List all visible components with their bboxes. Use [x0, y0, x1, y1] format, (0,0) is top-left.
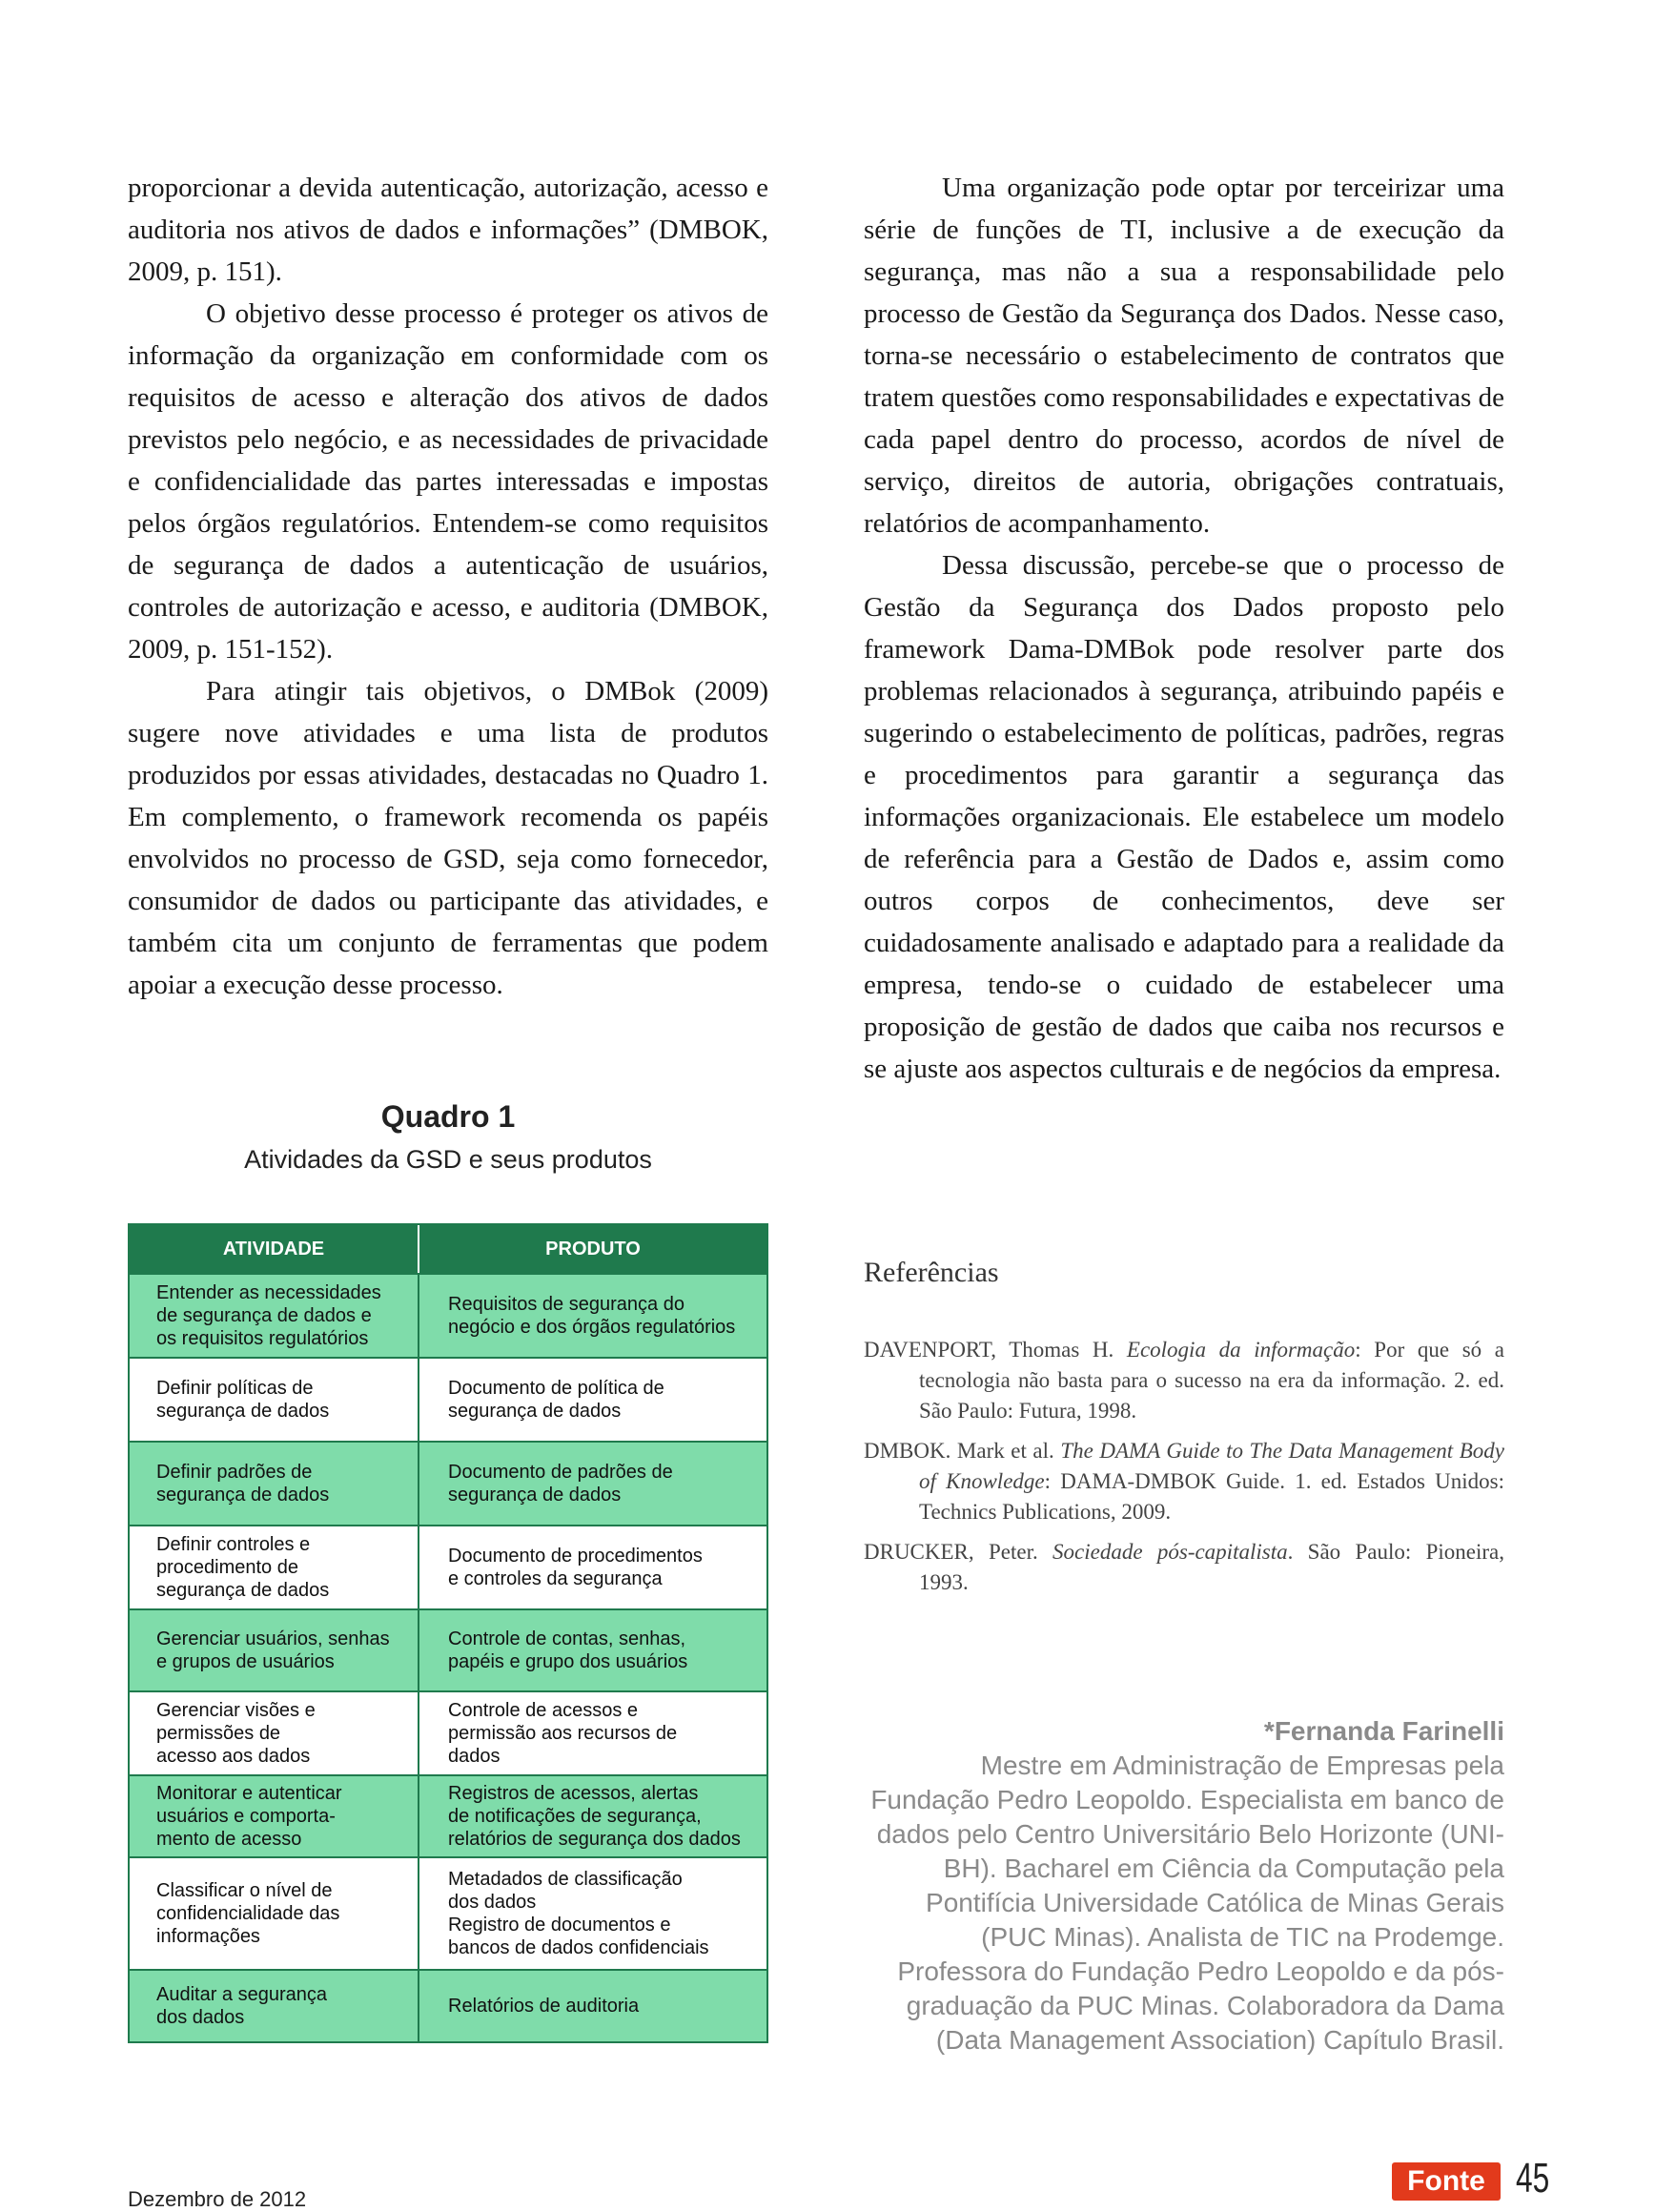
table-header-row [130, 1225, 766, 1273]
activity-cell: Definir políticas de segurança de dados [130, 1359, 419, 1441]
fonte-logo: Fonte [1392, 2162, 1501, 2201]
header-produto: PRODUTO [545, 1239, 641, 1260]
product-cell: Controle de contas, senhas, papéis e grupo dos usuários [448, 1628, 688, 1672]
ref-title-italic: Ecologia da informação [1126, 1338, 1356, 1362]
activity-cell: Monitorar e autenticar usuários e comporta- mento de acesso [130, 1776, 419, 1856]
table-row [130, 1357, 766, 1441]
activity-cell: Definir controles e procedimento de segurança de dados [130, 1526, 419, 1608]
table-row [130, 1525, 766, 1608]
table-row [130, 1856, 766, 1969]
table-row [130, 1273, 766, 1357]
ref-text: . São Paulo: Pioneira, 1993. [919, 1540, 1504, 1594]
author-bio: Mestre em Administração de Empresas pela Fundação Pedro Leopoldo. Especialista em banco de dados pelo Centro Universitário Belo Horizonte (UNI-BH). Bacharel em Ciência da Computação pela Pontifícia Universidade Católica de Minas Gerais (PUC Minas). Analista de TIC na Prodemge. Professora do Fundação Pedro Leopoldo e da pós-graduação da PUC Minas. Colaboradora da Dama (Data Management Association) Capítulo Brasil. [870, 1751, 1504, 2055]
reference-item [864, 1537, 1504, 1598]
references-title: Referências [864, 1257, 999, 1288]
quadro-title: Quadro 1 [380, 1099, 516, 1134]
paragraph: proporcionar a devida autenticação, autorização, acesso e auditoria nos ativos de dados e informações” (DMBOK, 2009, p. 151). [128, 173, 768, 287]
activity-cell: Gerenciar usuários, senhas e grupos de usuários [130, 1610, 419, 1690]
quadro-subtitle: Atividades da GSD e seus produtos [244, 1145, 652, 1174]
page-number: 45 [1516, 2155, 1550, 2202]
ref-text: DMBOK. Mark et al. [864, 1439, 1061, 1463]
ref-text: : DAMA-DMBOK Guide. 1. ed. Estados Unidos: Technics Publications, 2009. [919, 1469, 1504, 1524]
product-cell: Controle de acessos e permissão aos recursos de dados [448, 1700, 678, 1767]
quadro-caption [128, 1096, 768, 1178]
product-cell: Relatórios de auditoria [448, 1996, 640, 2017]
product-cell: Documento de padrões de segurança de dados [448, 1462, 673, 1505]
footer-date: Dezembro de 2012 [128, 2187, 307, 2211]
activity-cell: Entender as necessidades de segurança de dados e os requisitos regulatórios [130, 1275, 419, 1357]
product-cell: Documento de política de segurança de dados [448, 1378, 664, 1422]
product-cell: Metadados de classificação dos dados Registro de documentos e bancos de dados confidenciais [448, 1869, 709, 1958]
author-name: *Fernanda Farinelli [1263, 1716, 1504, 1746]
paragraph: O objetivo desse processo é proteger os ativos de informação da organização em conformidade com os requisitos de acesso e alteração dos ativos de dados previstos pelo negócio, e as necessidades de privacidade e confidencialidade das partes interessadas e impostas pelos órgãos regulatórios. Entendem-se como requisitos de segurança de dados a autenticação de usuários, controles de autorização e acesso, e auditoria (DMBOK, 2009, p. 151-152). [128, 298, 768, 665]
author-box [864, 1714, 1504, 2058]
ref-title-italic: The DAMA Guide to The Data Management Body of Knowledge [919, 1439, 1504, 1493]
table-row [130, 1441, 766, 1525]
header-atividade: ATIVIDADE [130, 1225, 419, 1273]
paragraph: Dessa discussão, percebe-se que o processo de Gestão da Segurança dos Dados proposto pelo framework Dama-DMBok pode resolver parte dos problemas relacionados à segurança, atribuindo papéis e sugerindo o estabelecimento de políticas, padrões, regras e procedimentos para garantir a segurança das informações organizacionais. Ele estabelece um modelo de referência para a Gestão de Dados e, assim como outros corpos de conhecimentos, deve ser cuidadosamente analisado e adaptado para a realidade da empresa, tendo-se o cuidado de estabelecer uma proposição de gestão de dados que caiba nos recursos e se ajuste aos aspectos culturais e de negócios da empresa. [864, 550, 1504, 1084]
product-cell: Documento de procedimentos e controles da segurança [448, 1546, 703, 1589]
product-cell: Registros de acessos, alertas de notificações de segurança, relatórios de segurança dos dados [448, 1783, 741, 1850]
activity-cell: Definir padrões de segurança de dados [130, 1443, 419, 1525]
paragraph: Para atingir tais objetivos, o DMBok (2009) sugere nove atividades e uma lista de produtos produzidos por essas atividades, destacadas no Quadro 1. Em complemento, o framework recomenda os papéis envolvidos no processo de GSD, seja como fornecedor, consumidor de dados ou participante das atividades, e também cita um conjunto de ferramentas que podem apoiar a execução desse processo. [128, 676, 768, 1000]
table-row [130, 1690, 766, 1774]
activity-cell: Classificar o nível de confidencialidade das informações [130, 1858, 419, 1969]
ref-title-italic: Sociedade pós-capitalista [1052, 1540, 1288, 1564]
table-row [130, 1774, 766, 1856]
activity-cell: Auditar a segurança dos dados [130, 1971, 419, 2041]
table-row [130, 1608, 766, 1690]
ref-text: DAVENPORT, Thomas H. [864, 1338, 1127, 1362]
reference-item [864, 1335, 1504, 1426]
product-cell: Requisitos de segurança do negócio e dos órgãos regulatórios [448, 1294, 736, 1338]
references-list [864, 1335, 1504, 1608]
activity-cell: Gerenciar visões e permissões de acesso aos dados [130, 1692, 419, 1774]
paragraph: Uma organização pode optar por terceirizar uma série de funções de TI, inclusive a de execução da segurança, mas não a sua a responsabilidade pelo processo de Gestão da Segurança dos Dados. Nesse caso, torna-se necessário o estabelecimento de contratos que tratem questões como responsabilidades e expectativas de cada papel dentro do processo, acordos de nível de serviço, direitos de autoria, obrigações contratuais, relatórios de acompanhamento. [864, 173, 1504, 539]
ref-text: DRUCKER, Peter. [864, 1540, 1053, 1564]
activities-table [128, 1223, 768, 2043]
table-row [130, 1969, 766, 2041]
reference-item [864, 1436, 1504, 1527]
left-column [128, 167, 768, 1006]
right-column [864, 167, 1504, 1090]
ref-text: : Por que só a tecnologia não basta para o sucesso na era da informação. 2. ed. São Paulo: Futura, 1998. [919, 1338, 1504, 1423]
